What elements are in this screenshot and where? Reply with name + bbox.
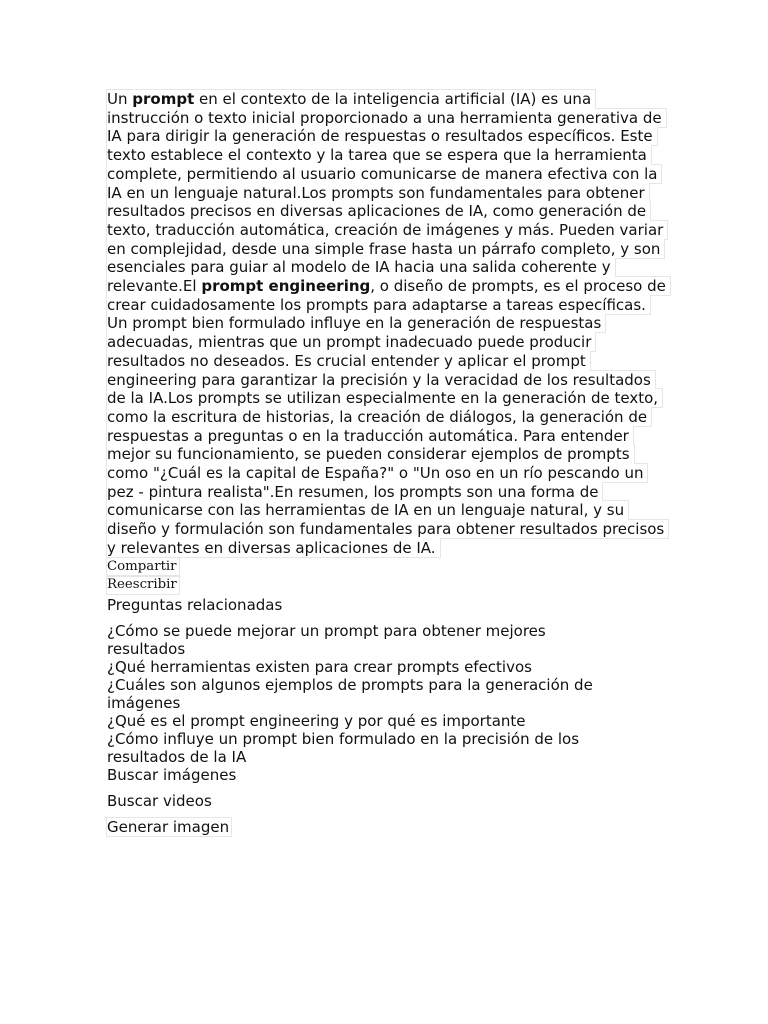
answer-part-1: Un — [107, 90, 133, 108]
search-videos-button[interactable]: Buscar videos — [107, 791, 212, 810]
rewrite-button[interactable]: Reescribir — [107, 576, 177, 592]
answer-part-3: , o diseño de prompts, es el proceso de crear cuidadosamente los prompts para adaptarse a tareas específicas. Un prompt bien formulado influye en la generación de respuestas adecuadas, mientras que un prompt inadecuado puede producir resultados no deseados. Es crucial entender y aplicar el prompt engineering para garantizar la precisión y la veracidad de los resultados de la IA.Los prompts se utilizan especialmente en la generación de texto, como la escritura de historias, la creación de diálogos, la generación de respuestas a preguntas o en la traducción automática. Para entender mejor su funcionamiento, se pueden considerar ejemplos de prompts como "¿Cuál es la capital de España?" o "Un oso en un río pescando un pez - pintura realista".En resumen, los prompts son una forma de comunicarse con las herramientas de IA en un lenguaje natural, y su diseño y formulación son fundamentales para obtener resultados precisos y relevantes en diversas aplicaciones de IA. — [107, 277, 666, 557]
answer-part-2: en el contexto de la inteligencia artificial (IA) es una instrucción o texto inicial proporcionado a una herramienta generativa de IA para dirigir la generación de respuestas o resultados específicos. Este texto establece el contexto y la tarea que se espera que la herramienta complete, permitiendo al usuario comunicarse de manera efectiva con la IA en un lenguaje natural.Los prompts son fundamentales para obtener resultados precisos en diversas aplicaciones de IA, como generación de texto, traducción automática, creación de imágenes y más. Pueden variar en complejidad, desde una simple frase hasta un párrafo completo, y son esenciales para guiar al modelo de IA hacia una salida coherente y relevante.El — [107, 90, 664, 296]
answer-highlight — [107, 90, 670, 557]
related-question-item[interactable]: ¿Qué es el prompt engineering y por qué es importante — [107, 711, 526, 730]
share-button[interactable]: Compartir — [107, 558, 177, 574]
main-content — [107, 90, 667, 836]
search-images-button[interactable]: Buscar imágenes — [107, 765, 237, 784]
related-question-item[interactable]: ¿Cómo se puede mejorar un prompt para obtener mejores resultados — [107, 621, 546, 658]
answer-text — [107, 90, 667, 558]
related-questions-list — [107, 622, 667, 766]
answer-bold-term-prompt: prompt — [132, 90, 195, 108]
generate-image-button[interactable]: Generar imagen — [107, 817, 230, 836]
related-question-item[interactable]: ¿Qué herramientas existen para crear prompts efectivos — [107, 657, 532, 676]
related-question-item[interactable]: ¿Cómo influye un prompt bien formulado en la precisión de los resultados de la IA — [107, 729, 580, 766]
answer-bold-term-prompt-engineering: prompt engineering — [201, 277, 371, 296]
related-question-item[interactable]: ¿Cuáles son algunos ejemplos de prompts para la generación de imágenes — [107, 675, 593, 712]
related-questions-title: Preguntas relacionadas — [107, 595, 283, 614]
